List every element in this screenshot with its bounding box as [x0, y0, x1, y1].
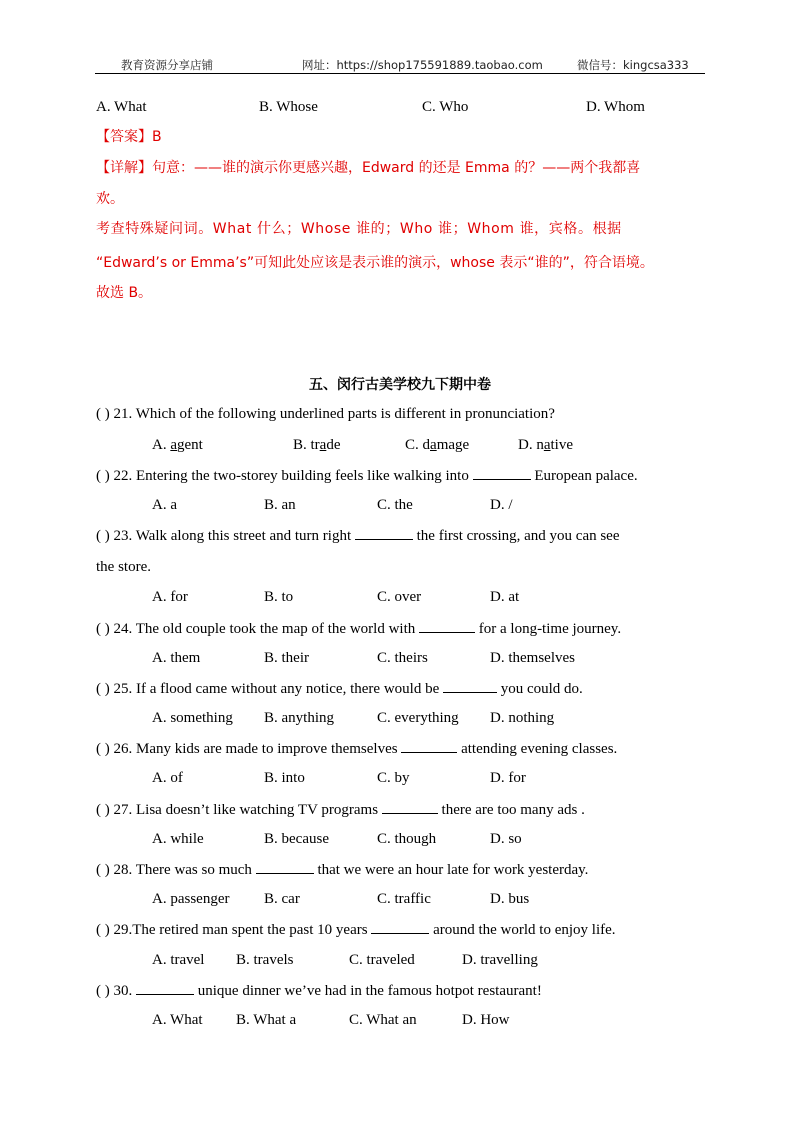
option-c: C. theirs	[377, 650, 428, 666]
option-c: C. though	[377, 831, 437, 847]
option-b: B. trade	[293, 437, 341, 453]
option-b: B. into	[264, 770, 305, 786]
option-a: A. agent	[152, 437, 203, 453]
question-28	[96, 859, 588, 880]
option-b: B. What a	[236, 1012, 297, 1028]
question-text: ( ) 23. Walk along this street and turn right	[96, 528, 355, 544]
option-d: D. /	[490, 497, 513, 513]
option-d: D. travelling	[462, 952, 538, 968]
answer-blank	[419, 618, 475, 633]
option-c: C. What an	[349, 1012, 417, 1028]
header-rule	[95, 73, 705, 74]
option-d: D. for	[490, 770, 526, 786]
question-27	[96, 799, 585, 820]
option-b: B. anything	[264, 710, 334, 726]
option-d: D. at	[490, 589, 520, 605]
question-22	[96, 465, 638, 486]
option-b: B. because	[264, 831, 329, 847]
header-wechat: 微信号：kingcsa333	[577, 58, 689, 72]
question-text-end: for a long-time journey.	[475, 621, 622, 637]
answer-blank	[401, 738, 457, 753]
question-text-end: the first crossing, and you can see	[412, 528, 620, 544]
answer-blank	[443, 678, 497, 693]
question-26	[96, 738, 617, 759]
question-text-end: that we were an hour late for work yesterday.	[313, 862, 589, 878]
question-21	[96, 404, 555, 424]
question-30	[96, 980, 542, 1001]
option-a: A. passenger	[152, 891, 230, 907]
question-text-end: European palace.	[530, 468, 638, 484]
option-d: D. nothing	[490, 710, 555, 726]
question-text: ( ) 29.The retired man spent the past 10 years	[96, 922, 372, 938]
option-b: B. travels	[236, 952, 294, 968]
option-c: C. the	[377, 497, 413, 513]
page-header	[95, 57, 705, 73]
option-a: A. travel	[152, 952, 205, 968]
option-b: B. an	[264, 497, 296, 513]
question-23-continuation: the store.	[96, 559, 151, 575]
question-24	[96, 618, 621, 639]
header-shop-name: 教育资源分享店铺	[121, 58, 213, 72]
prev-option-d: D. Whom	[586, 99, 645, 115]
answer-blank	[473, 465, 531, 480]
option-b: B. their	[264, 650, 309, 666]
option-a: A. of	[152, 770, 183, 786]
option-c: C. traffic	[377, 891, 431, 907]
option-a: A. while	[152, 831, 204, 847]
question-23	[96, 525, 620, 546]
question-text-end: attending evening classes.	[457, 741, 618, 757]
question-29	[96, 919, 616, 940]
option-c: C. everything	[377, 710, 459, 726]
question-text: ( ) 22. Entering the two-storey building feels like walking into	[96, 468, 473, 484]
prev-option-c: C. Who	[422, 99, 469, 115]
section-title: 五、闵行古美学校九下期中卷	[309, 377, 491, 393]
option-c: C. damage	[405, 437, 470, 453]
question-text-end: around the world to enjoy life.	[429, 922, 616, 938]
question-25	[96, 678, 583, 699]
header-url: 网址：https://shop175591889.taobao.com	[302, 58, 543, 72]
option-b: B. to	[264, 589, 294, 605]
question-text: ( ) 27. Lisa doesn’t like watching TV programs	[96, 802, 382, 818]
option-a: A. for	[152, 589, 188, 605]
option-d: D. bus	[490, 891, 530, 907]
option-d: D. themselves	[490, 650, 575, 666]
answer-blank	[136, 980, 194, 995]
option-a: A. a	[152, 497, 177, 513]
question-text: ( ) 25. If a flood came without any notice, there would be	[96, 681, 443, 697]
question-text-end: you could do.	[496, 681, 583, 697]
explanation-line-3: “Edward’s or Emma’s”可知此处应该是表示谁的演示，whose 表示“谁的”，符合语境。	[96, 255, 654, 271]
question-text-end: unique dinner we’ve had in the famous hotpot restaurant!	[194, 983, 542, 999]
question-text: ( ) 21. Which of the following underlined parts is different in pronunciation?	[96, 406, 555, 422]
question-text-end: there are too many ads .	[437, 802, 585, 818]
option-a: A. them	[152, 650, 201, 666]
option-d: D. How	[462, 1012, 510, 1028]
option-d: D. native	[518, 437, 574, 453]
option-a: A. something	[152, 710, 233, 726]
answer-blank	[382, 799, 438, 814]
option-c: C. over	[377, 589, 422, 605]
option-c: C. traveled	[349, 952, 415, 968]
explanation-line-1-cont: 欢。	[96, 191, 124, 207]
answer-blank	[355, 525, 413, 540]
explanation-line-1: 【详解】句意：——谁的演示你更感兴趣，Edward 的还是 Emma 的？——两个我都喜	[96, 160, 641, 176]
question-text: ( ) 26. Many kids are made to improve themselves	[96, 741, 402, 757]
option-a: A. What	[152, 1012, 203, 1028]
prev-option-a: A. What	[96, 99, 147, 115]
option-c: C. by	[377, 770, 410, 786]
prev-option-b: B. Whose	[259, 99, 318, 115]
answer-line: 【答案】B	[96, 129, 162, 145]
option-d: D. so	[490, 831, 522, 847]
explanation-line-4: 故选 B。	[96, 285, 153, 301]
option-b: B. car	[264, 891, 300, 907]
explanation-line-2: 考查特殊疑问词。What 什么；Whose 谁的；Who 谁；Whom 谁，宾格。根据	[96, 221, 622, 237]
answer-blank	[256, 859, 314, 874]
question-text: ( ) 28. There was so much	[96, 862, 256, 878]
question-text: ( ) 30.	[96, 983, 136, 999]
question-text: ( ) 24. The old couple took the map of the world with	[96, 621, 419, 637]
answer-blank	[371, 919, 429, 934]
